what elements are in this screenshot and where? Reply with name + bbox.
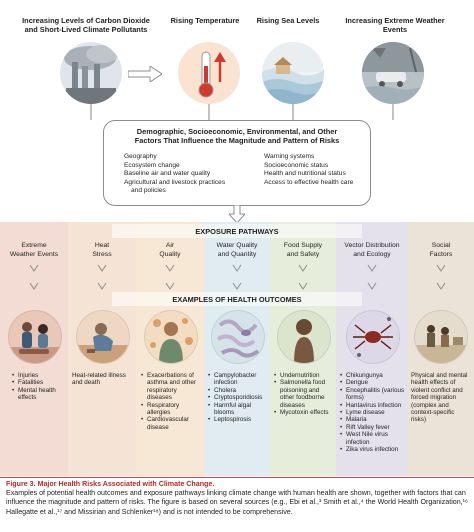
pathway-label-food: Food Supply and Safety — [283, 242, 323, 258]
list-item: • Hantavirus infection — [340, 402, 407, 409]
list-item: • Malaria — [340, 416, 407, 423]
list-item: • Lyme disease — [340, 409, 407, 416]
pathway-label-extreme-weather: Extreme Weather Events — [9, 242, 59, 258]
list-item: • Mycotoxin effects — [274, 409, 335, 416]
outcomes-list-social — [411, 372, 471, 424]
driver-title-co2: Increasing Levels of Carbon Dioxide and Short-Lived Climate Pollutants — [22, 16, 150, 34]
health-outcomes-title: EXAMPLES OF HEALTH OUTCOMES — [172, 295, 302, 304]
driver-arrow-icon — [128, 66, 162, 82]
list-item: • Injuries — [12, 372, 68, 379]
list-item: • Mental health effects — [12, 387, 68, 402]
list-item: • Encephalitis (various forms) — [340, 387, 407, 402]
pathway-label-heat: Heat Stress — [92, 242, 112, 258]
caption-body: Examples of potential health outcomes and exposure pathways linking climate change with human health are shown, together with factors that can influence the magnitude and pattern of risks. The figure is based on several sources (e.g., Ebi et al.,³ Smith et al.,⁴ the World Health Organization,¹⁶ Hallegatte et al.,¹⁷ and Missirian and Schlenker¹⁸) and is not intended to be comprehensive. — [6, 489, 468, 516]
list-item: • Rift Valley fever — [340, 424, 407, 431]
pathway-label-air: Air Quality — [159, 242, 181, 258]
list-item: • Fatalities — [12, 379, 68, 386]
risk-factors-right-list: Warning systems Socioeconomic status Health and nutritional status Access to effective health care — [264, 153, 354, 186]
pathway-label-vector: Vector Distribution and Ecology — [344, 242, 400, 258]
mosquito-tick-icon — [346, 310, 400, 364]
driver-title-sea-levels: Rising Sea Levels — [256, 16, 320, 25]
list-item: • Cholera — [208, 387, 269, 394]
figure-caption — [6, 480, 468, 517]
undernourished-child-icon — [277, 310, 331, 364]
list-item: Heat-related illness and death — [72, 372, 126, 387]
outcomes-list-heat — [72, 372, 134, 387]
pathway-label-water: Water Quality and Quantity — [216, 242, 258, 258]
heat-exhaustion-icon — [76, 310, 130, 364]
outcomes-list-vector — [340, 372, 407, 453]
factory-smoke-icon — [60, 42, 122, 104]
list-item: • Zika virus infection — [340, 446, 407, 453]
displaced-people-icon — [414, 310, 468, 364]
driver-title-temperature: Rising Temperature — [170, 16, 240, 25]
air-pollution-person-icon — [144, 310, 198, 364]
caption-figure-title: Major Health Risks Associated with Climate Change. — [37, 480, 215, 488]
risk-factors-left-list: Geography Ecosystem change Baseline air and water quality Agricultural and livestock practices and policies — [124, 153, 226, 194]
factor-down-arrow-icon — [229, 205, 245, 223]
risk-factors-title: Demographic, Socioeconomic, Environmental, and Other Factors That Influence the Magnitude and Pattern of Risks — [134, 127, 340, 145]
caption-figure-label: Figure 3. — [6, 480, 36, 488]
list-item: • Cryptosporidiosis — [208, 394, 269, 401]
driver-title-extreme-weather: Increasing Extreme Weather Events — [345, 16, 445, 34]
list-item: • Exacerbations of asthma and other respiratory diseases — [141, 372, 203, 402]
list-item: • Cardiovascular disease — [141, 416, 203, 431]
outcomes-list-water — [208, 372, 269, 424]
list-item: • Undernutrition — [274, 372, 335, 379]
outcomes-list-extreme-weather — [12, 372, 68, 402]
thermometer-icon — [178, 42, 240, 104]
risk-factors-box — [103, 120, 371, 206]
pathway-label-social: Social Factors — [429, 242, 453, 258]
caption-divider — [0, 477, 474, 478]
exposure-pathways-title: EXPOSURE PATHWAYS — [195, 227, 279, 236]
water-bacteria-icon — [211, 310, 265, 364]
coast-waves-icon — [262, 42, 324, 104]
list-item: • Dengue — [340, 379, 407, 386]
list-item: • Leptospirosis — [208, 416, 269, 423]
list-item: • West Nile virus infection — [340, 431, 407, 446]
list-item: Physical and mental health effects of violent conflict and forced migration (complex and context-specific risks) — [411, 372, 468, 424]
injured-people-icon — [8, 310, 62, 364]
list-item: • Chikungunya — [340, 372, 407, 379]
list-item: • Harmful algal blooms — [208, 402, 269, 417]
list-item: • Salmonella food poisoning and other foodborne diseases — [274, 379, 335, 409]
list-item: • Campylobacter infection — [208, 372, 269, 387]
outcomes-list-air — [141, 372, 203, 431]
pathway-arrows — [0, 263, 474, 293]
outcomes-list-food — [274, 372, 335, 416]
list-item: • Respiratory allergies — [141, 402, 203, 417]
storm-flood-icon — [362, 42, 424, 104]
